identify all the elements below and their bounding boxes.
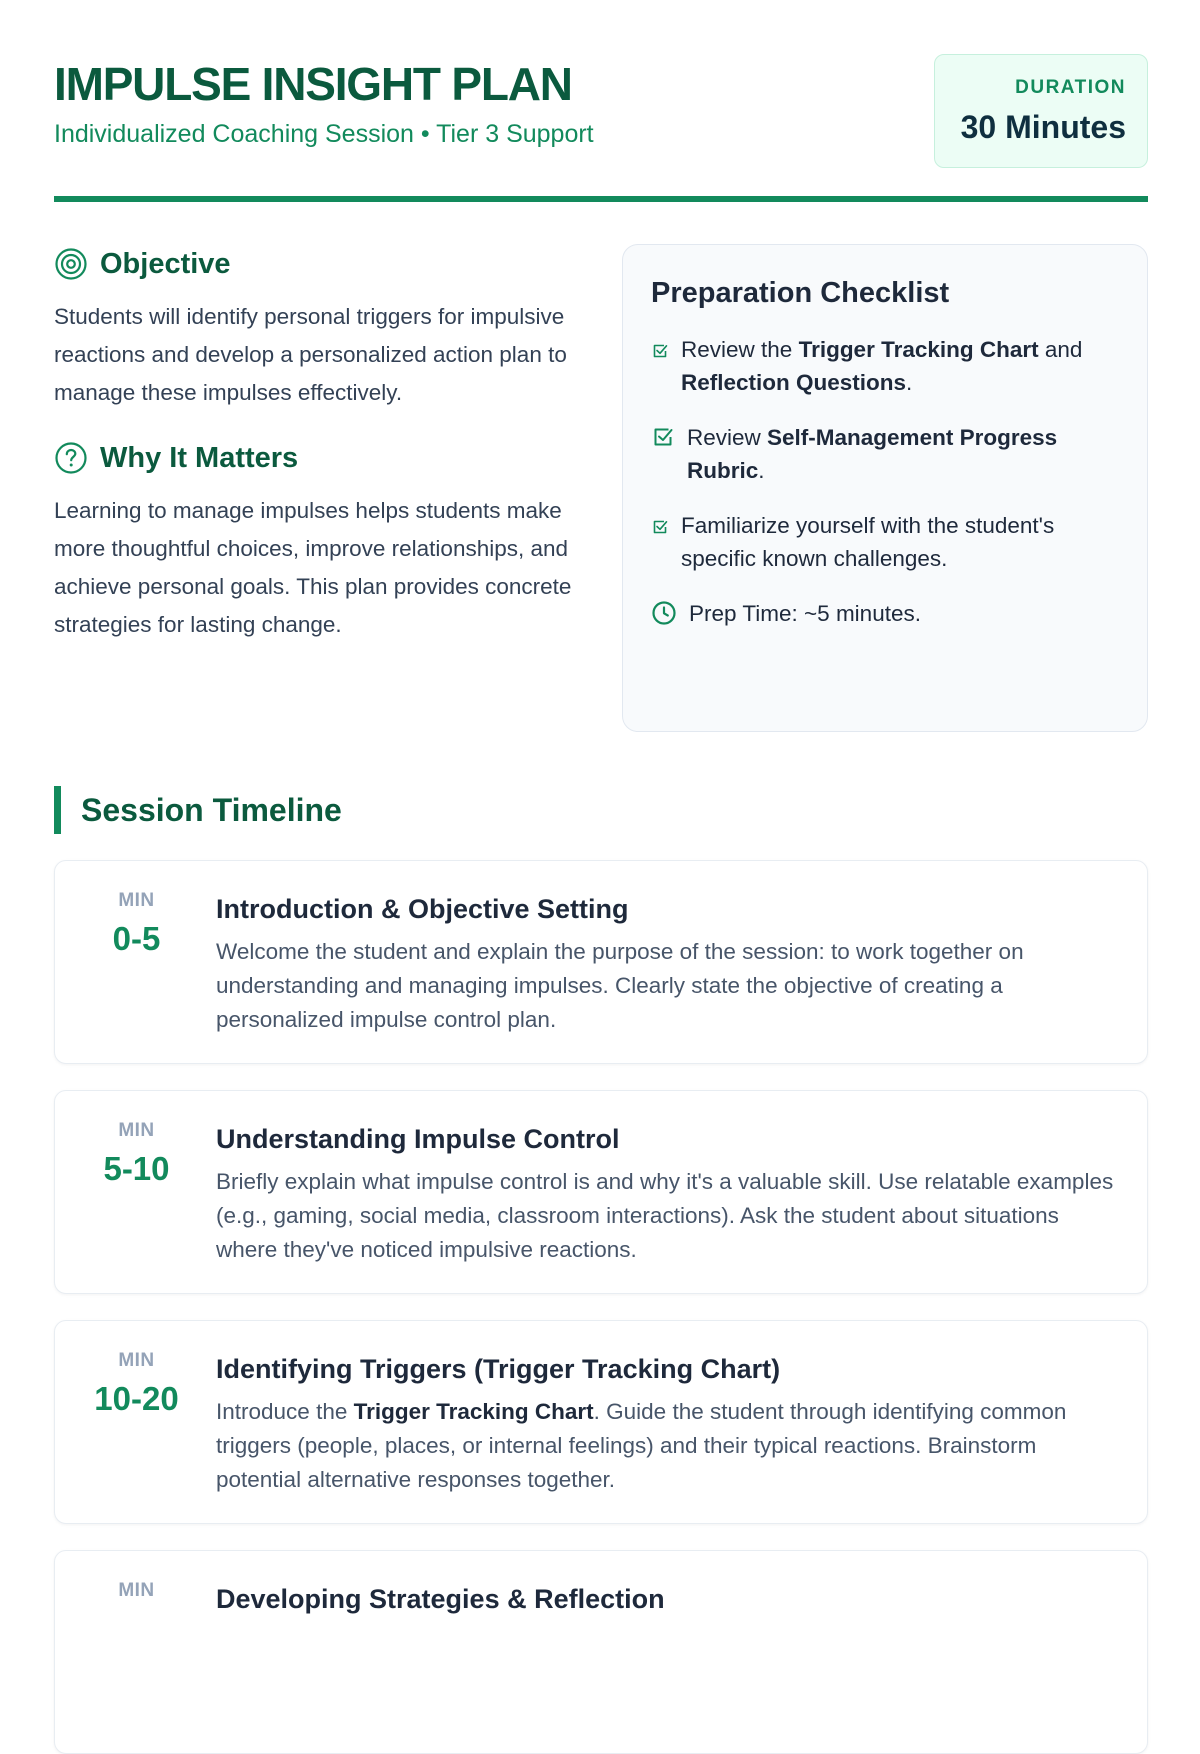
rubric-ref: Self-Management Progress Rubric bbox=[687, 425, 1058, 483]
step-description: Introduce the Trigger Tracking Chart. Guide the student through identifying common triggers (people, places, or internal feelings) and their typical reactions. Brainstorm potential alternative responses together. bbox=[216, 1399, 1067, 1492]
lesson-plan-page bbox=[54, 0, 1148, 1614]
step-title: Identifying Triggers (Trigger Tracking Chart) bbox=[216, 1354, 781, 1384]
step-body bbox=[216, 1351, 1119, 1497]
clock-icon bbox=[651, 600, 677, 626]
checkbox-icon bbox=[651, 425, 675, 449]
left-column bbox=[54, 244, 594, 644]
header bbox=[54, 0, 1148, 204]
why-text: Learning to manage impulses helps students make more thoughtful choices, improve relationships, and achieve personal goals. This plan provides concrete strategies for lasting change. bbox=[54, 498, 572, 637]
why-heading: Why It Matters bbox=[100, 442, 299, 474]
page-title: IMPULSE INSIGHT PLAN bbox=[54, 58, 572, 110]
step-body bbox=[216, 1121, 1119, 1267]
preparation-checklist bbox=[622, 244, 1148, 732]
step-minutes bbox=[55, 1349, 218, 1421]
checklist-heading: Preparation Checklist bbox=[651, 277, 950, 309]
min-label: MIN bbox=[118, 1580, 155, 1601]
checklist-item-text: Review the Trigger Tracking Chart and Reflection Questions. bbox=[681, 337, 1083, 395]
timeline-step bbox=[54, 1090, 1148, 1294]
objective-heading: Objective bbox=[100, 248, 231, 280]
checkbox-icon bbox=[651, 518, 669, 536]
checkbox-icon bbox=[651, 342, 669, 360]
step-title: Developing Strategies & Reflection bbox=[216, 1584, 665, 1614]
min-label: MIN bbox=[118, 890, 155, 911]
checklist-item bbox=[651, 597, 1121, 630]
timeline-step bbox=[54, 1320, 1148, 1524]
reflection-questions-ref: Reflection Questions bbox=[681, 370, 907, 395]
step-body bbox=[216, 1581, 1119, 1625]
page-subtitle: Individualized Coaching Session • Tier 3 Support bbox=[54, 120, 594, 148]
why-heading-row bbox=[54, 438, 594, 478]
trigger-chart-ref: Trigger Tracking Chart bbox=[353, 1399, 594, 1424]
duration-label: DURATION bbox=[1015, 77, 1126, 98]
checklist-item-text: Review Self-Management Progress Rubric. bbox=[687, 425, 1058, 483]
target-icon bbox=[54, 247, 88, 281]
step-description: Briefly explain what impulse control is and why it's a valuable skill. Use relatable examples (e.g., gaming, social media, classroom interactions). Ask the student about situations where they've noticed impulsive reactions. bbox=[216, 1169, 1114, 1262]
header-divider bbox=[54, 196, 1148, 202]
min-range: 0-5 bbox=[112, 920, 161, 957]
step-title: Introduction & Objective Setting bbox=[216, 894, 629, 924]
step-body bbox=[216, 891, 1119, 1037]
question-circle-icon bbox=[54, 441, 88, 475]
min-range: 10-20 bbox=[94, 1380, 179, 1417]
step-minutes bbox=[55, 1119, 218, 1191]
step-minutes bbox=[55, 889, 218, 961]
timeline-accent-bar bbox=[54, 786, 61, 834]
step-description: Welcome the student and explain the purpose of the session: to work together on understanding and managing impulses. Clearly state the objective of creating a personalized impulse control plan. bbox=[216, 939, 1024, 1032]
trigger-chart-ref: Trigger Tracking Chart bbox=[798, 337, 1039, 362]
objective-text: Students will identify personal triggers for impulsive reactions and develop a personalized action plan to manage these impulses effectively. bbox=[54, 304, 567, 405]
duration-value: 30 Minutes bbox=[960, 109, 1126, 145]
checklist-item-text: Familiarize yourself with the student's specific known challenges. bbox=[681, 513, 1055, 571]
min-label: MIN bbox=[118, 1350, 155, 1371]
timeline-step bbox=[54, 1550, 1148, 1754]
timeline-heading: Session Timeline bbox=[81, 791, 342, 828]
min-label: MIN bbox=[118, 1120, 155, 1141]
checklist-item bbox=[651, 421, 1121, 487]
checklist-item bbox=[651, 333, 1121, 399]
min-range: 5-10 bbox=[103, 1150, 170, 1187]
timeline-step bbox=[54, 860, 1148, 1064]
step-minutes bbox=[55, 1579, 218, 1607]
checklist-item-text: Prep Time: ~5 minutes. bbox=[689, 601, 921, 626]
intro-section bbox=[54, 244, 1148, 734]
step-title: Understanding Impulse Control bbox=[216, 1124, 620, 1154]
checklist-item bbox=[651, 509, 1121, 575]
duration-box bbox=[934, 54, 1148, 168]
objective-heading-row bbox=[54, 244, 594, 284]
timeline-heading-row bbox=[54, 786, 342, 834]
